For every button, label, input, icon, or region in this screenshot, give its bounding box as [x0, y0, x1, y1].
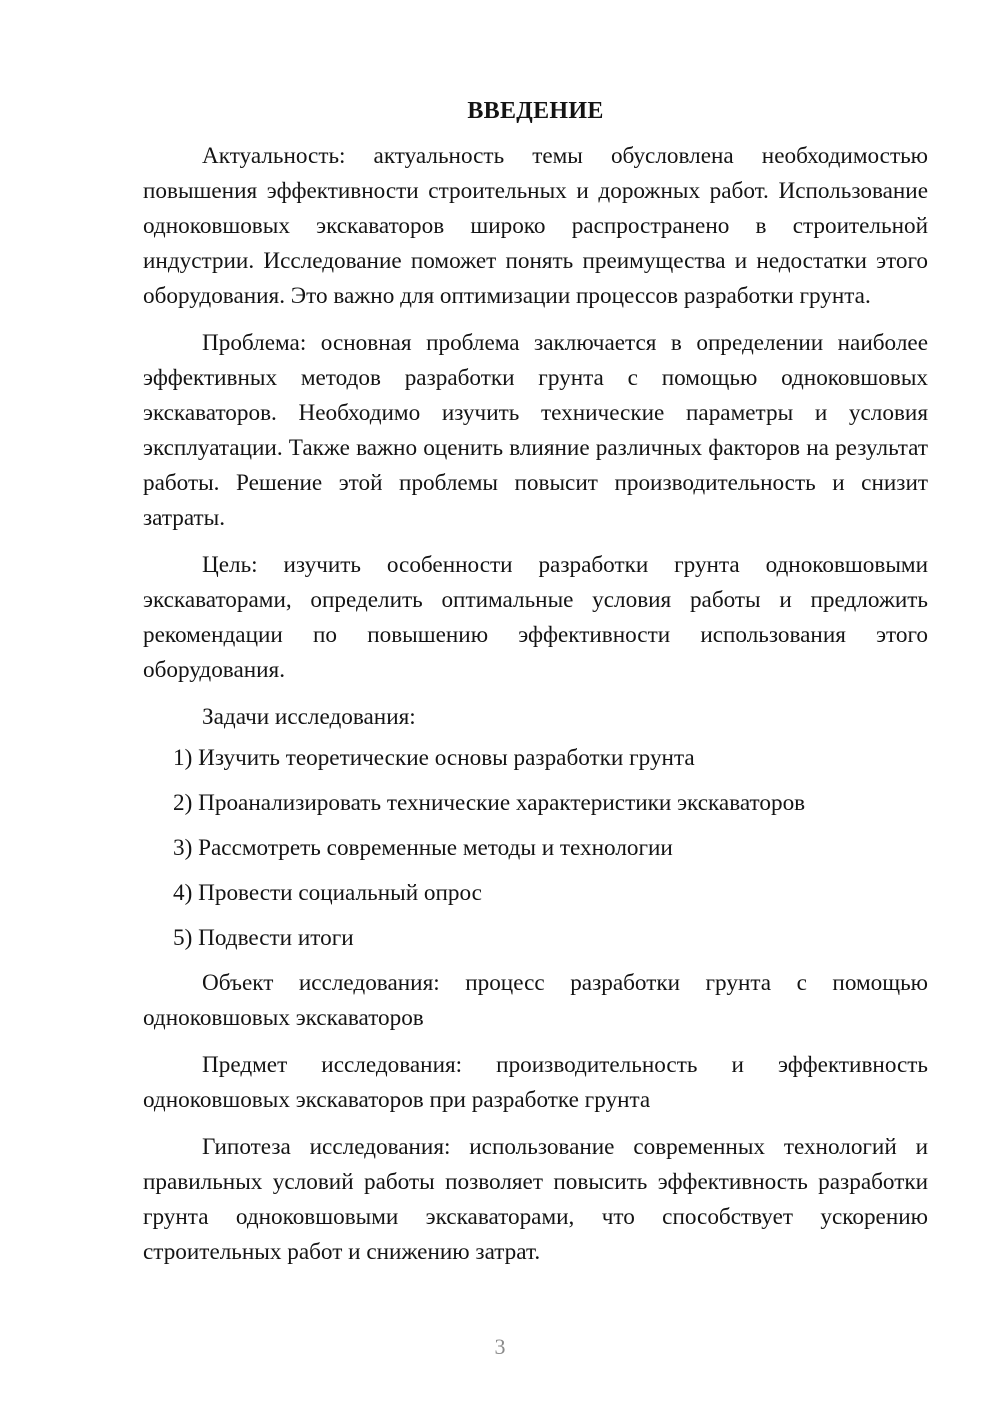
relevance-paragraph: Актуальность: актуальность темы обусловлена необходимостью повышения эффективности строительных и дорожных работ. Использование одноковшовых экскаваторов широко распространено в строительной индустрии. Исследование поможет понять преимущества и недостатки этого оборудования. Это важно для оптимизации процессов разработки грунта. [143, 143, 928, 309]
tasks-heading: Задачи исследования: [202, 704, 416, 730]
task-item: 2) Проанализировать технические характеристики экскаваторов [173, 790, 806, 816]
goal-paragraph: Цель: изучить особенности разработки грунта одноковшовыми экскаваторами, определить оптимальные условия работы и предложить рекомендации по повышению эффективности использования этого оборудования. [143, 552, 928, 683]
document-page [143, 93, 928, 1282]
task-item: 3) Рассмотреть современные методы и технологии [173, 835, 673, 861]
object-paragraph: Объект исследования: процесс разработки грунта с помощью одноковшовых экскаваторов [143, 970, 928, 1031]
section-title: ВВЕДЕНИЕ [467, 98, 604, 124]
task-item: 5) Подвести итоги [173, 925, 354, 951]
task-item: 1) Изучить теоретические основы разработки грунта [173, 745, 695, 771]
tasks-list [143, 741, 928, 956]
page-number: 3 [494, 1334, 506, 1359]
subject-paragraph: Предмет исследования: производительность и эффективность одноковшовых экскаваторов при разработке грунта [143, 1052, 928, 1113]
task-item: 4) Провести социальный опрос [173, 880, 482, 906]
hypothesis-paragraph: Гипотеза исследования: использование современных технологий и правильных условий работы позволяет повысить эффективность разработки грунта одноковшовыми экскаваторами, что способствует ускорению строительных работ и снижению затрат. [143, 1134, 928, 1265]
problem-paragraph: Проблема: основная проблема заключается в определении наиболее эффективных методов разработки грунта с помощью одноковшовых экскаваторов. Необходимо изучить технические параметры и условия эксплуатации. Также важно оценить влияние различных факторов на результат работы. Решение этой проблемы повысит производительность и снизит затраты. [143, 330, 928, 531]
